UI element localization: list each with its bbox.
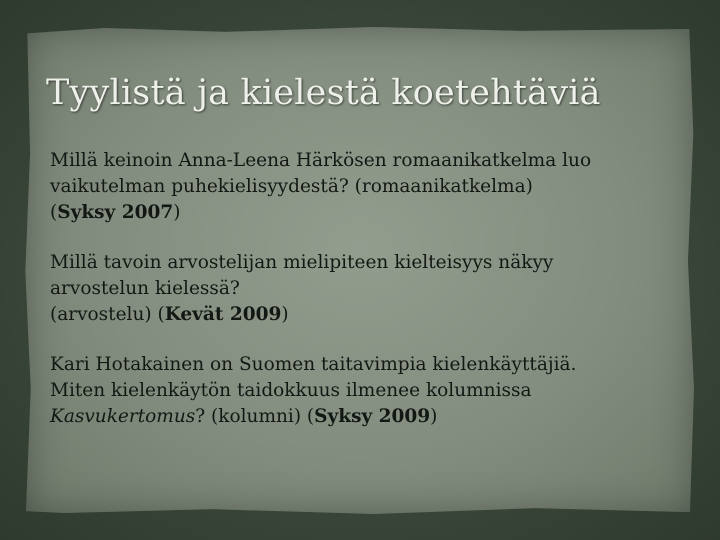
task-3-line-3 <box>50 404 690 430</box>
task-item-1 <box>50 148 690 226</box>
task-3-column-title: Kasvukertomus <box>50 406 196 427</box>
task-1-line-3 <box>50 200 690 226</box>
task-2-line-3 <box>50 302 690 328</box>
task-2-line-2: arvostelun kielessä? <box>50 278 240 299</box>
task-item-3 <box>50 352 690 430</box>
task-2-line-1: Millä tavoin arvostelijan mielipiteen kielteisyys näkyy <box>50 252 554 273</box>
task-1-paren-close: ) <box>173 202 181 223</box>
task-2-exam-term: Kevät 2009 <box>164 304 282 325</box>
task-3-line-1: Kari Hotakainen on Suomen taitavimpia kielenkäyttäjiä. <box>50 354 577 375</box>
task-2-prefix: (arvostelu) ( <box>50 304 165 325</box>
task-3-line-2: Miten kielenkäytön taidokkuus ilmenee kolumnissa <box>50 380 532 401</box>
task-1-paren-open: ( <box>50 202 58 223</box>
task-3-paren-close: ) <box>430 406 438 427</box>
task-2-paren-close: ) <box>281 304 289 325</box>
task-1-line-2: vaikutelman puhekielisyydestä? (romaanikatkelma) <box>50 176 533 197</box>
task-item-2 <box>50 250 690 328</box>
task-1-line-1: Millä keinoin Anna-Leena Härkösen romaanikatkelma luo <box>50 150 592 171</box>
task-3-exam-term: Syksy 2009 <box>314 406 431 427</box>
slide-title: Tyylistä ja kielestä koetehtäviä <box>46 73 601 114</box>
task-3-mid: ? (kolumni) ( <box>195 406 315 427</box>
task-1-exam-term: Syksy 2007 <box>57 202 174 223</box>
slide-body <box>50 148 690 454</box>
